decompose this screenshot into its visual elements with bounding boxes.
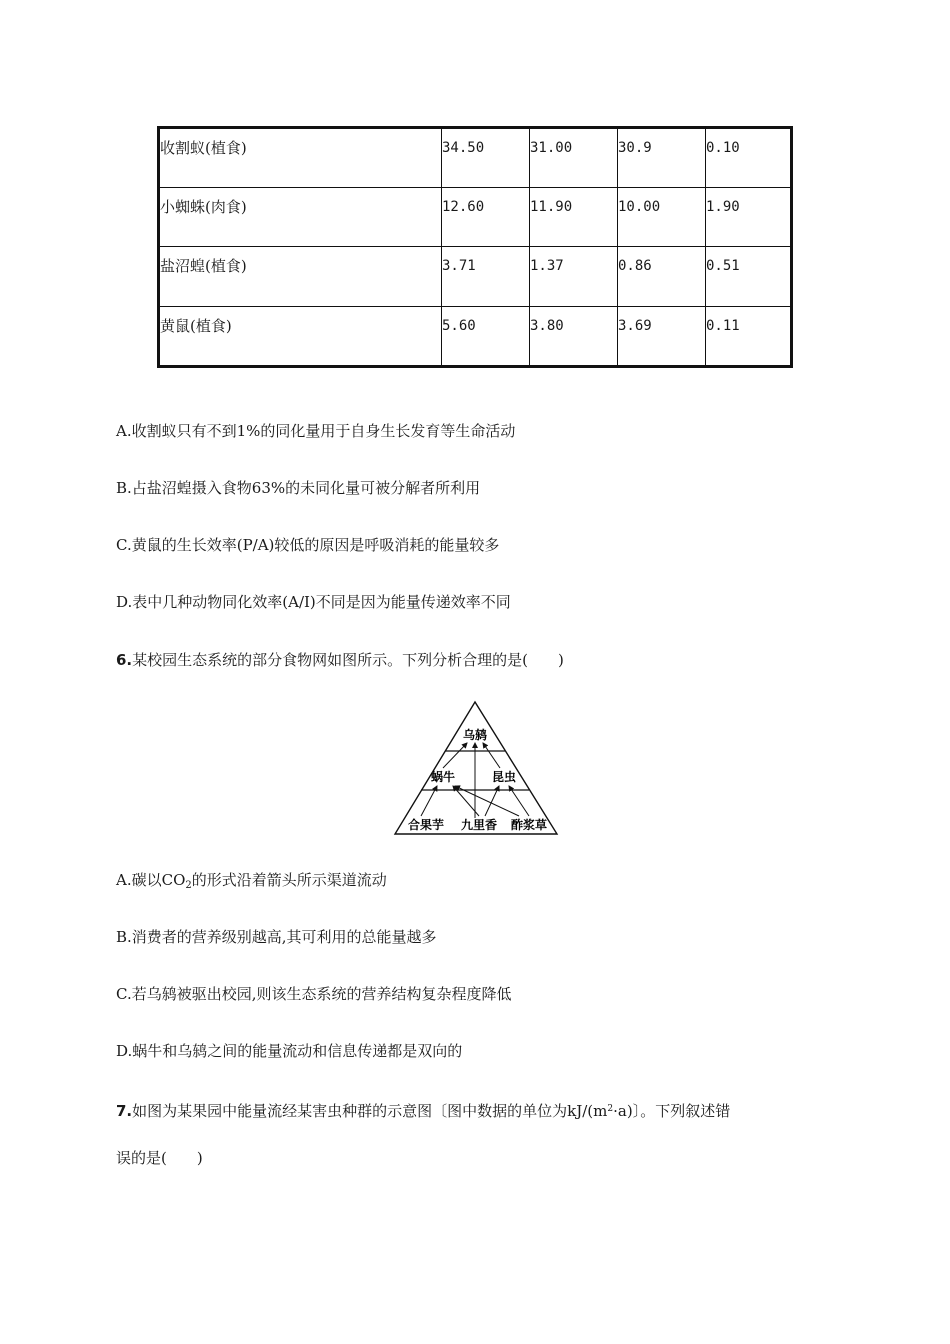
- node-middle-left: 蜗牛: [430, 770, 456, 784]
- cell-value: 31.00: [530, 129, 618, 187]
- cell-value: 0.51: [706, 247, 791, 307]
- food-web-diagram: [393, 700, 559, 838]
- cell-value: 30.9: [618, 129, 706, 187]
- cell-value: 11.90: [530, 187, 618, 247]
- cell-value: 10.00: [618, 187, 706, 247]
- cell-value: 0.86: [618, 247, 706, 307]
- q7-stem-sup: 2: [607, 1104, 614, 1114]
- node-bottom-right: 酢浆草: [510, 818, 548, 832]
- table-row: [160, 306, 790, 365]
- q6-stem-text: 某校园生态系统的部分食物网如图所示。下列分析合理的是( ): [132, 651, 564, 669]
- cell-value: 12.60: [442, 187, 530, 247]
- q6-option-a-sub: 2: [185, 880, 192, 891]
- q7-stem-post: ·a)〕。下列叙述错: [613, 1102, 731, 1120]
- energy-table: [157, 126, 793, 368]
- cell-value: 1.90: [706, 187, 791, 247]
- q5-option-a: A.收割蚁只有不到1%的同化量用于自身生长发育等生命活动: [116, 422, 516, 440]
- cell-animal: 小蜘蛛(肉食): [160, 187, 442, 247]
- cell-animal: 收割蚁(植食): [160, 129, 442, 187]
- q6-option-a-post: 的形式沿着箭头所示渠道流动: [191, 871, 387, 889]
- q6-option-b: B.消费者的营养级别越高,其可利用的总能量越多: [116, 928, 437, 946]
- q6-option-c: C.若乌鸫被驱出校园,则该生态系统的营养结构复杂程度降低: [116, 985, 512, 1003]
- cell-value: 0.11: [706, 306, 791, 365]
- cell-value: 34.50: [442, 129, 530, 187]
- q5-option-d: D.表中几种动物同化效率(A/I)不同是因为能量传递效率不同: [116, 593, 511, 611]
- cell-value: 3.71: [442, 247, 530, 307]
- cell-value: 1.37: [530, 247, 618, 307]
- cell-value: 3.80: [530, 306, 618, 365]
- q7-number: 7.: [116, 1102, 133, 1120]
- cell-value: 0.10: [706, 129, 791, 187]
- cell-value: 5.60: [442, 306, 530, 365]
- q6-number: 6.: [116, 651, 133, 669]
- node-bottom-middle: 九里香: [460, 818, 498, 832]
- q5-option-c: C.黄鼠的生长效率(P/A)较低的原因是呼吸消耗的能量较多: [116, 536, 500, 554]
- table-row: [160, 247, 790, 307]
- node-bottom-left: 合果芋: [407, 818, 445, 832]
- cell-value: 3.69: [618, 306, 706, 365]
- q6-option-a: [116, 870, 387, 896]
- arrow: [443, 743, 467, 768]
- pyramid-outline: [395, 702, 557, 834]
- q6-option-d: D.蜗牛和乌鸫之间的能量流动和信息传递都是双向的: [116, 1042, 463, 1060]
- q6-stem: [116, 650, 564, 670]
- table-row: [160, 187, 790, 247]
- q7-stem-pre: 如图为某果园中能量流经某害虫种群的示意图〔图中数据的单位为kJ/(m: [132, 1102, 608, 1120]
- arrow: [483, 743, 500, 768]
- node-middle-right: 昆虫: [491, 770, 517, 784]
- cell-animal: 盐沼蝗(植食): [160, 247, 442, 307]
- cell-animal: 黄鼠(植食): [160, 306, 442, 365]
- energy-data-table: [160, 129, 790, 365]
- table-row: [160, 129, 790, 187]
- q7-stem: [116, 1099, 730, 1121]
- q5-option-b: B.占盐沼蝗摄入食物63%的未同化量可被分解者所利用: [116, 479, 481, 497]
- node-top: 乌鸫: [462, 728, 488, 742]
- q6-option-a-pre: A.碳以CO: [116, 871, 186, 889]
- q7-stem-line2: 误的是( ): [116, 1149, 203, 1167]
